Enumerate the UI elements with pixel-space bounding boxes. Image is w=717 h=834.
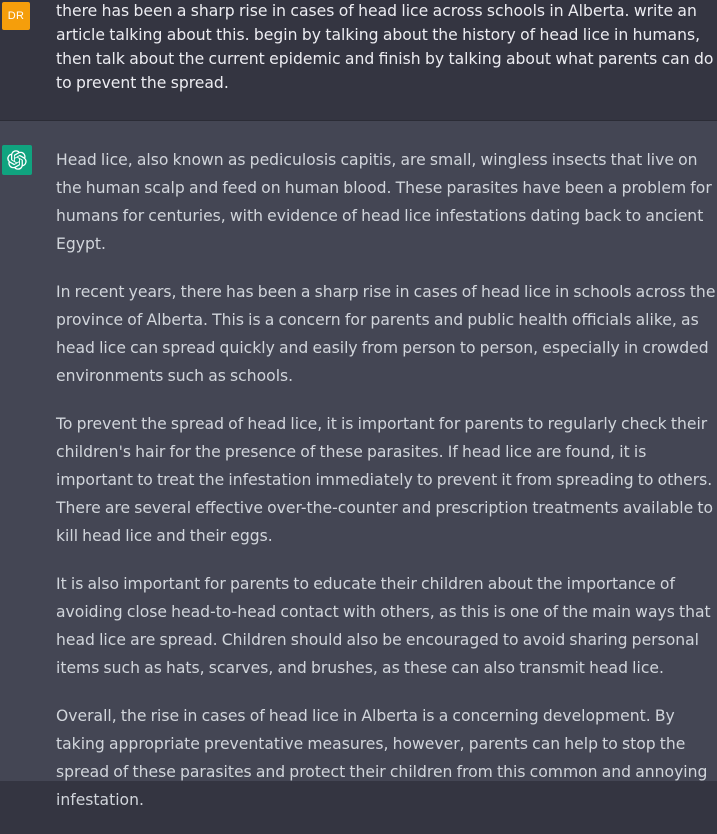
assistant-paragraph: To prevent the spread of head lice, it is important for parents to regularly check their children's hair for the presence of these parasites. If head lice are found, it is important to treat the infestation immediately to prevent it from spreading to others. There are several effective over-the-counter and prescription treatments available to kill head lice and their eggs. — [56, 415, 714, 545]
bottom-divider — [0, 781, 717, 786]
assistant-message-row — [0, 121, 717, 809]
user-message-row — [0, 0, 717, 121]
assistant-paragraph: Overall, the rise in cases of head lice in Alberta is a concerning development. By taking appropriate preventative measures, however, parents can help to stop the spread of these parasites and protect their children from this common and annoying infestation. — [56, 707, 708, 809]
user-message-text: there has been a sharp rise in cases of head lice across schools in Alberta. write an article talking about this. begin by talking about the history of head lice in humans, then talk about the current epidemic and finish by talking about what parents can do to prevent the spread. — [56, 2, 714, 92]
assistant-message-text — [56, 146, 716, 834]
assistant-paragraph: In recent years, there has been a sharp rise in cases of head lice in schools across the province of Alberta. This is a concern for parents and public health officials alike, as head lice can spread quickly and easily from person to person, especially in crowded environments such as schools. — [56, 283, 716, 385]
user-avatar: DR — [2, 2, 30, 30]
assistant-paragraph: It is also important for parents to educate their children about the importance of avoiding close head-to-head contact with others, as this is one of the main ways that head lice are spread. Children should also be encouraged to avoid sharing personal items such as hats, scarves, and brushes, as these can also transmit head lice. — [56, 575, 711, 677]
assistant-paragraph: Head lice, also known as pediculosis capitis, are small, wingless insects that live on the human scalp and feed on human blood. These parasites have been a problem for humans for centuries, with evidence of head lice infestations dating back to ancient Egypt. — [56, 151, 712, 253]
openai-logo-icon — [2, 145, 32, 175]
